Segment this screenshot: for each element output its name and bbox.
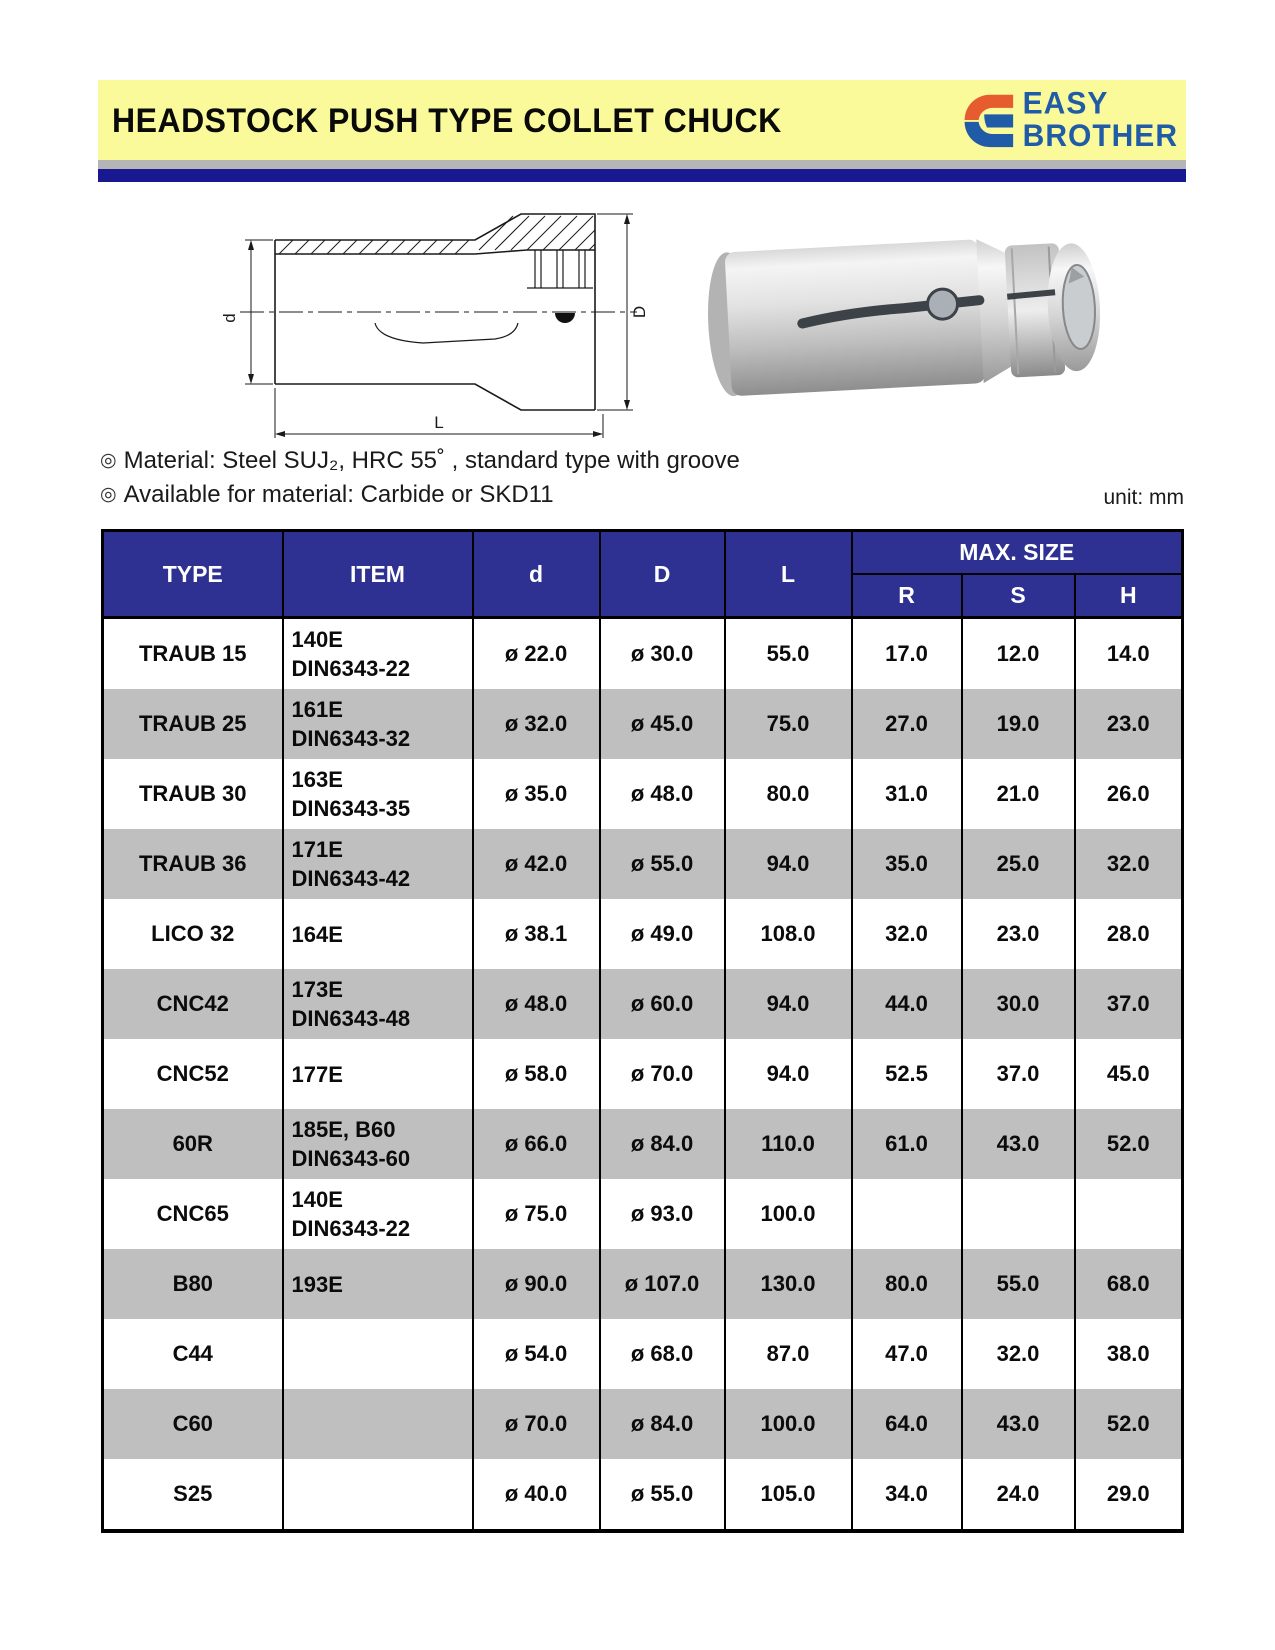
- cell-H: 32.0: [1075, 829, 1183, 899]
- cell-d: ø 40.0: [473, 1459, 600, 1531]
- cell-R: 34.0: [852, 1459, 962, 1531]
- table-row: [103, 1389, 1183, 1459]
- cell-item: 177E: [283, 1039, 473, 1109]
- cell-type: LICO 32: [103, 899, 283, 969]
- cell-D: ø 48.0: [600, 759, 725, 829]
- col-header-H: H: [1075, 574, 1183, 618]
- cell-L: 105.0: [725, 1459, 852, 1531]
- cell-d: ø 35.0: [473, 759, 600, 829]
- cell-H: [1075, 1179, 1183, 1249]
- note-material-text: Material: Steel SUJ₂, HRC 55˚ , standard type with groove: [123, 447, 740, 474]
- cell-S: 25.0: [962, 829, 1075, 899]
- cell-R: 80.0: [852, 1249, 962, 1319]
- table-row: [103, 899, 1183, 969]
- cell-D: ø 68.0: [600, 1319, 725, 1389]
- cell-d: ø 32.0: [473, 689, 600, 759]
- header-band: [98, 80, 1186, 160]
- cell-item: 171E DIN6343-42: [283, 829, 473, 899]
- cell-type: S25: [103, 1459, 283, 1531]
- cell-type: CNC42: [103, 969, 283, 1039]
- table-row: [103, 759, 1183, 829]
- cell-L: 75.0: [725, 689, 852, 759]
- note-material: [100, 447, 740, 475]
- col-header-max-size: MAX. SIZE: [852, 531, 1183, 575]
- cell-R: 27.0: [852, 689, 962, 759]
- table-row: [103, 969, 1183, 1039]
- cell-S: 43.0: [962, 1109, 1075, 1179]
- cell-L: 100.0: [725, 1389, 852, 1459]
- col-header-item: ITEM: [283, 531, 473, 618]
- cell-L: 94.0: [725, 1039, 852, 1109]
- cell-S: 19.0: [962, 689, 1075, 759]
- cell-type: 60R: [103, 1109, 283, 1179]
- cell-D: ø 70.0: [600, 1039, 725, 1109]
- cell-item: [283, 1319, 473, 1389]
- brand-name: [1023, 87, 1178, 152]
- cell-d: ø 58.0: [473, 1039, 600, 1109]
- cell-L: 108.0: [725, 899, 852, 969]
- cell-H: 52.0: [1075, 1389, 1183, 1459]
- dim-label-L: L: [434, 413, 444, 432]
- cell-L: 94.0: [725, 969, 852, 1039]
- cell-item: 193E: [283, 1249, 473, 1319]
- cell-S: [962, 1179, 1075, 1249]
- collet-technical-drawing: [165, 192, 665, 452]
- cell-H: 26.0: [1075, 759, 1183, 829]
- col-header-L: L: [725, 531, 852, 618]
- cell-item: 163E DIN6343-35: [283, 759, 473, 829]
- cell-type: C60: [103, 1389, 283, 1459]
- divider-gray: [98, 160, 1186, 169]
- cell-R: 64.0: [852, 1389, 962, 1459]
- cell-D: ø 84.0: [600, 1389, 725, 1459]
- cell-S: 55.0: [962, 1249, 1075, 1319]
- brand-logo: [959, 86, 1178, 154]
- cell-R: 35.0: [852, 829, 962, 899]
- brand-name-line2: BROTHER: [1022, 118, 1178, 154]
- collet-photo: [690, 212, 1125, 417]
- cell-D: ø 55.0: [600, 829, 725, 899]
- bullet-icon: ◎: [100, 484, 117, 505]
- cell-type: TRAUB 15: [103, 618, 283, 690]
- table-row: [103, 1039, 1183, 1109]
- cell-D: ø 30.0: [600, 618, 725, 690]
- cell-item: [283, 1389, 473, 1459]
- cell-d: ø 75.0: [473, 1179, 600, 1249]
- cell-type: B80: [103, 1249, 283, 1319]
- cell-type: C44: [103, 1319, 283, 1389]
- cell-D: ø 45.0: [600, 689, 725, 759]
- cell-S: 21.0: [962, 759, 1075, 829]
- table-row: [103, 1459, 1183, 1531]
- cell-item: 161E DIN6343-32: [283, 689, 473, 759]
- page-title: HEADSTOCK PUSH TYPE COLLET CHUCK: [112, 100, 782, 139]
- cell-type: CNC65: [103, 1179, 283, 1249]
- cell-H: 38.0: [1075, 1319, 1183, 1389]
- cell-item: 140E DIN6343-22: [283, 618, 473, 690]
- cell-H: 28.0: [1075, 899, 1183, 969]
- cell-item: 140E DIN6343-22: [283, 1179, 473, 1249]
- cell-R: 17.0: [852, 618, 962, 690]
- cell-S: 24.0: [962, 1459, 1075, 1531]
- cell-d: ø 22.0: [473, 618, 600, 690]
- cell-type: TRAUB 25: [103, 689, 283, 759]
- cell-H: 23.0: [1075, 689, 1183, 759]
- cell-d: ø 42.0: [473, 829, 600, 899]
- col-header-S: S: [962, 574, 1075, 618]
- cell-H: 29.0: [1075, 1459, 1183, 1531]
- spec-table: [101, 529, 1184, 1533]
- cell-R: 61.0: [852, 1109, 962, 1179]
- cell-R: 47.0: [852, 1319, 962, 1389]
- easy-brother-logo-icon: [959, 89, 1015, 151]
- cell-D: ø 49.0: [600, 899, 725, 969]
- cell-L: 55.0: [725, 618, 852, 690]
- cell-H: 52.0: [1075, 1109, 1183, 1179]
- cell-D: ø 84.0: [600, 1109, 725, 1179]
- cell-L: 80.0: [725, 759, 852, 829]
- cell-d: ø 54.0: [473, 1319, 600, 1389]
- cell-type: TRAUB 30: [103, 759, 283, 829]
- brand-name-line1: EASY: [1022, 86, 1109, 122]
- cell-L: 130.0: [725, 1249, 852, 1319]
- cell-item: 164E: [283, 899, 473, 969]
- cell-D: ø 93.0: [600, 1179, 725, 1249]
- cell-S: 37.0: [962, 1039, 1075, 1109]
- cell-S: 30.0: [962, 969, 1075, 1039]
- col-header-D: D: [600, 531, 725, 618]
- table-row: [103, 689, 1183, 759]
- cell-d: ø 70.0: [473, 1389, 600, 1459]
- cell-R: 32.0: [852, 899, 962, 969]
- cell-d: ø 90.0: [473, 1249, 600, 1319]
- cell-D: ø 55.0: [600, 1459, 725, 1531]
- cell-H: 14.0: [1075, 618, 1183, 690]
- col-header-type: TYPE: [103, 531, 283, 618]
- col-header-R: R: [852, 574, 962, 618]
- cell-H: 45.0: [1075, 1039, 1183, 1109]
- cell-L: 110.0: [725, 1109, 852, 1179]
- cell-type: TRAUB 36: [103, 829, 283, 899]
- divider-navy: [98, 169, 1186, 182]
- cell-d: ø 48.0: [473, 969, 600, 1039]
- table-row: [103, 1109, 1183, 1179]
- cell-S: 43.0: [962, 1389, 1075, 1459]
- unit-label: unit: mm: [1103, 486, 1184, 509]
- cell-item: 173E DIN6343-48: [283, 969, 473, 1039]
- cell-R: 52.5: [852, 1039, 962, 1109]
- note-available-text: Available for material: Carbide or SKD11: [123, 481, 554, 508]
- bullet-icon: ◎: [100, 450, 117, 471]
- cell-D: ø 107.0: [600, 1249, 725, 1319]
- table-row: [103, 829, 1183, 899]
- cell-item: [283, 1459, 473, 1531]
- cell-S: 23.0: [962, 899, 1075, 969]
- cell-type: CNC52: [103, 1039, 283, 1109]
- dim-label-D: D: [630, 305, 649, 319]
- cell-L: 94.0: [725, 829, 852, 899]
- table-row: [103, 618, 1183, 690]
- cell-d: ø 38.1: [473, 899, 600, 969]
- cell-L: 100.0: [725, 1179, 852, 1249]
- cell-H: 68.0: [1075, 1249, 1183, 1319]
- cell-S: 32.0: [962, 1319, 1075, 1389]
- cell-D: ø 60.0: [600, 969, 725, 1039]
- dim-label-d: d: [220, 313, 239, 323]
- cell-L: 87.0: [725, 1319, 852, 1389]
- cell-H: 37.0: [1075, 969, 1183, 1039]
- table-body: [103, 618, 1183, 1532]
- cell-S: 12.0: [962, 618, 1075, 690]
- col-header-d: d: [473, 531, 600, 618]
- cell-R: 44.0: [852, 969, 962, 1039]
- cell-R: 31.0: [852, 759, 962, 829]
- table-row: [103, 1319, 1183, 1389]
- cell-d: ø 66.0: [473, 1109, 600, 1179]
- cell-R: [852, 1179, 962, 1249]
- cell-item: 185E, B60 DIN6343-60: [283, 1109, 473, 1179]
- table-row: [103, 1249, 1183, 1319]
- table-row: [103, 1179, 1183, 1249]
